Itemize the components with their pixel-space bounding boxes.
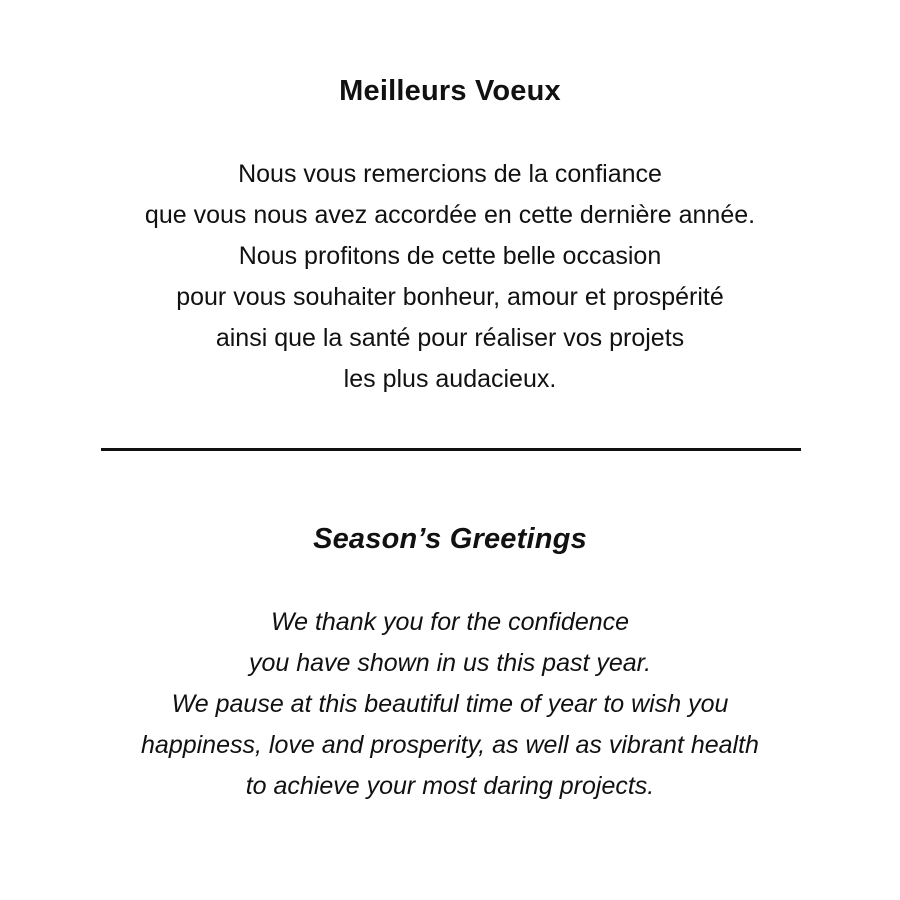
english-line-1: We thank you for the confidence (270, 608, 630, 636)
french-line-5: ainsi que la santé pour réaliser vos projets (215, 324, 685, 352)
french-line-3: Nous profitons de cette belle occasion (238, 242, 662, 270)
english-title: Season’s Greetings (313, 523, 587, 555)
french-line-4: pour vous souhaiter bonheur, amour et prospérité (176, 283, 724, 311)
french-line-1: Nous vous remercions de la confiance (238, 160, 662, 188)
english-message (0, 602, 900, 807)
french-title: Meilleurs Voeux (339, 75, 561, 107)
french-line-2: que vous nous avez accordée en cette dernière année. (144, 201, 756, 229)
english-line-3: We pause at this beautiful time of year to wish you (171, 690, 729, 718)
french-message (0, 154, 900, 400)
french-line-6: les plus audacieux. (343, 365, 557, 393)
section-divider (101, 448, 801, 451)
english-line-2: you have shown in us this past year. (248, 649, 652, 677)
english-greeting (0, 520, 900, 807)
english-line-4: happiness, love and prosperity, as well as vibrant health (141, 731, 759, 759)
french-greeting (0, 72, 900, 400)
english-line-5: to achieve your most daring projects. (245, 772, 655, 800)
